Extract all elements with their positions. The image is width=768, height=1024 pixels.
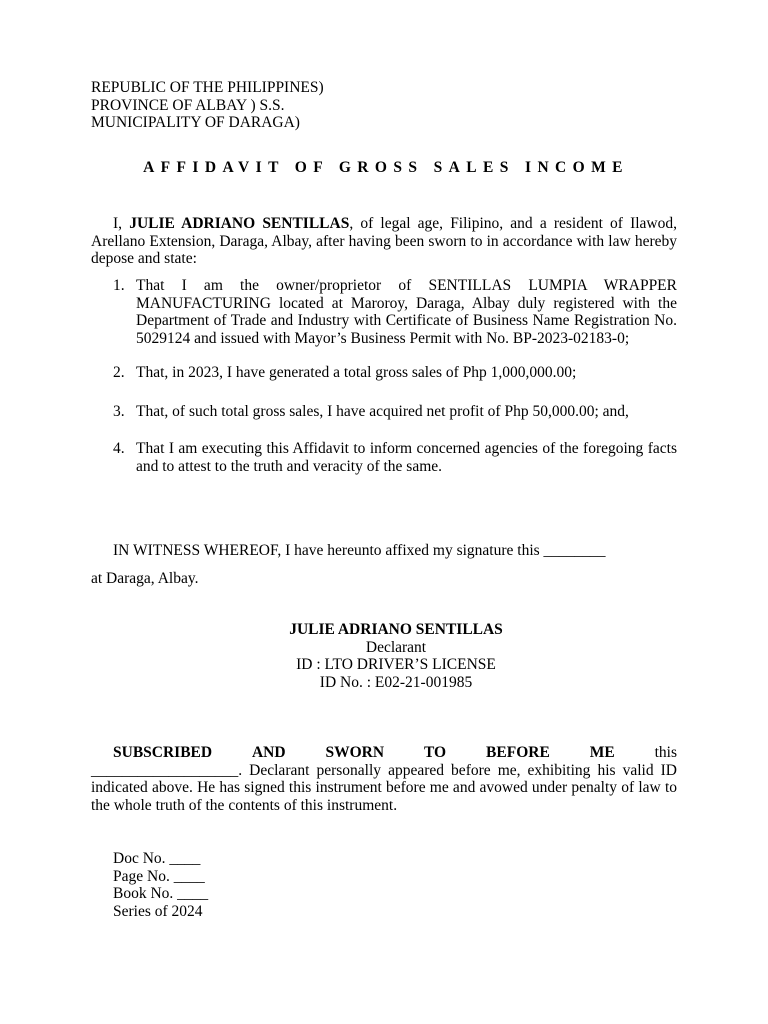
jurat-word: BEFORE <box>486 744 550 761</box>
statement-item <box>91 440 677 475</box>
jurat-paragraph <box>91 744 677 814</box>
item-number: 2. <box>113 364 125 381</box>
item-number: 4. <box>113 440 125 457</box>
declarant-name: JULIE ADRIANO SENTILLAS <box>289 621 503 638</box>
item-text: That, of such total gross sales, I have acquired net profit of Php 50,000.00; and, <box>136 402 629 420</box>
statement-item <box>91 277 677 347</box>
jurat-word: ME <box>589 744 615 761</box>
venue-municipality: MUNICIPALITY OF DARAGA) <box>91 114 300 131</box>
jurat-body: ___________________. Declarant personally appeared before me, exhibiting his valid ID indicated above. He has signed this instrument before me and avowed under penalty of law to the whole truth of the contents of this instrument. <box>91 761 677 814</box>
jurat-word: TO <box>424 744 447 761</box>
doc-number: Doc No. ____ <box>113 850 201 867</box>
venue-republic: REPUBLIC OF THE PHILIPPINES) <box>91 79 324 96</box>
signature-block <box>0 621 768 691</box>
jurat-word: SWORN <box>325 744 385 761</box>
intro-paragraph <box>91 215 677 268</box>
witness-clause: IN WITNESS WHEREOF, I have hereunto affixed my signature this ________ <box>113 542 606 559</box>
affiant-name: JULIE ADRIANO SENTILLAS <box>129 215 350 232</box>
statement-item <box>91 364 677 382</box>
item-text: That, in 2023, I have generated a total gross sales of Php 1,000,000.00; <box>136 364 577 381</box>
page-number: Page No. ____ <box>113 867 205 885</box>
venue-block <box>91 79 491 132</box>
jurat-first-line <box>91 744 677 762</box>
series-year: Series of 2024 <box>113 902 203 920</box>
item-number: 1. <box>113 277 125 294</box>
notarial-register <box>113 850 208 920</box>
item-text: That I am the owner/proprietor of SENTILLAS LUMPIA WRAPPER MANUFACTURING located at Maroroy, Daraga, Albay duly registered with the Department of Trade and Industry with Certificate of Business Name Registration No. 5029124 and issued with Mayor’s Business Permit with No. BP-2023-02183-0; <box>136 277 677 347</box>
declarant-id-number: ID No. : E02-21-001985 <box>319 673 473 691</box>
item-text: That I am executing this Affidavit to inform concerned agencies of the foregoing facts and to attest to the truth and veracity of the same. <box>136 440 677 475</box>
document-title: AFFIDAVIT OF GROSS SALES INCOME <box>143 159 629 176</box>
jurat-word: SUBSCRIBED <box>113 744 213 761</box>
venue-province: PROVINCE OF ALBAY ) S.S. <box>91 96 285 114</box>
item-number: 3. <box>113 402 125 420</box>
intro-prefix: I, <box>113 215 130 232</box>
book-number: Book No. ____ <box>113 885 209 902</box>
jurat-this: this <box>654 744 677 761</box>
declarant-id-type: ID : LTO DRIVER’S LICENSE <box>296 656 496 673</box>
intro-rest: , of legal age, Filipino, and a resident of Ilawod, Arellano Extension, Daraga, Albay, after having been sworn to in accordance with law hereby depose and state: <box>91 215 678 267</box>
jurat-word: AND <box>251 744 286 761</box>
statement-item <box>91 403 677 421</box>
declarant-role: Declarant <box>365 638 427 656</box>
execution-place: at Daraga, Albay. <box>91 570 199 587</box>
statement-list <box>91 277 677 475</box>
